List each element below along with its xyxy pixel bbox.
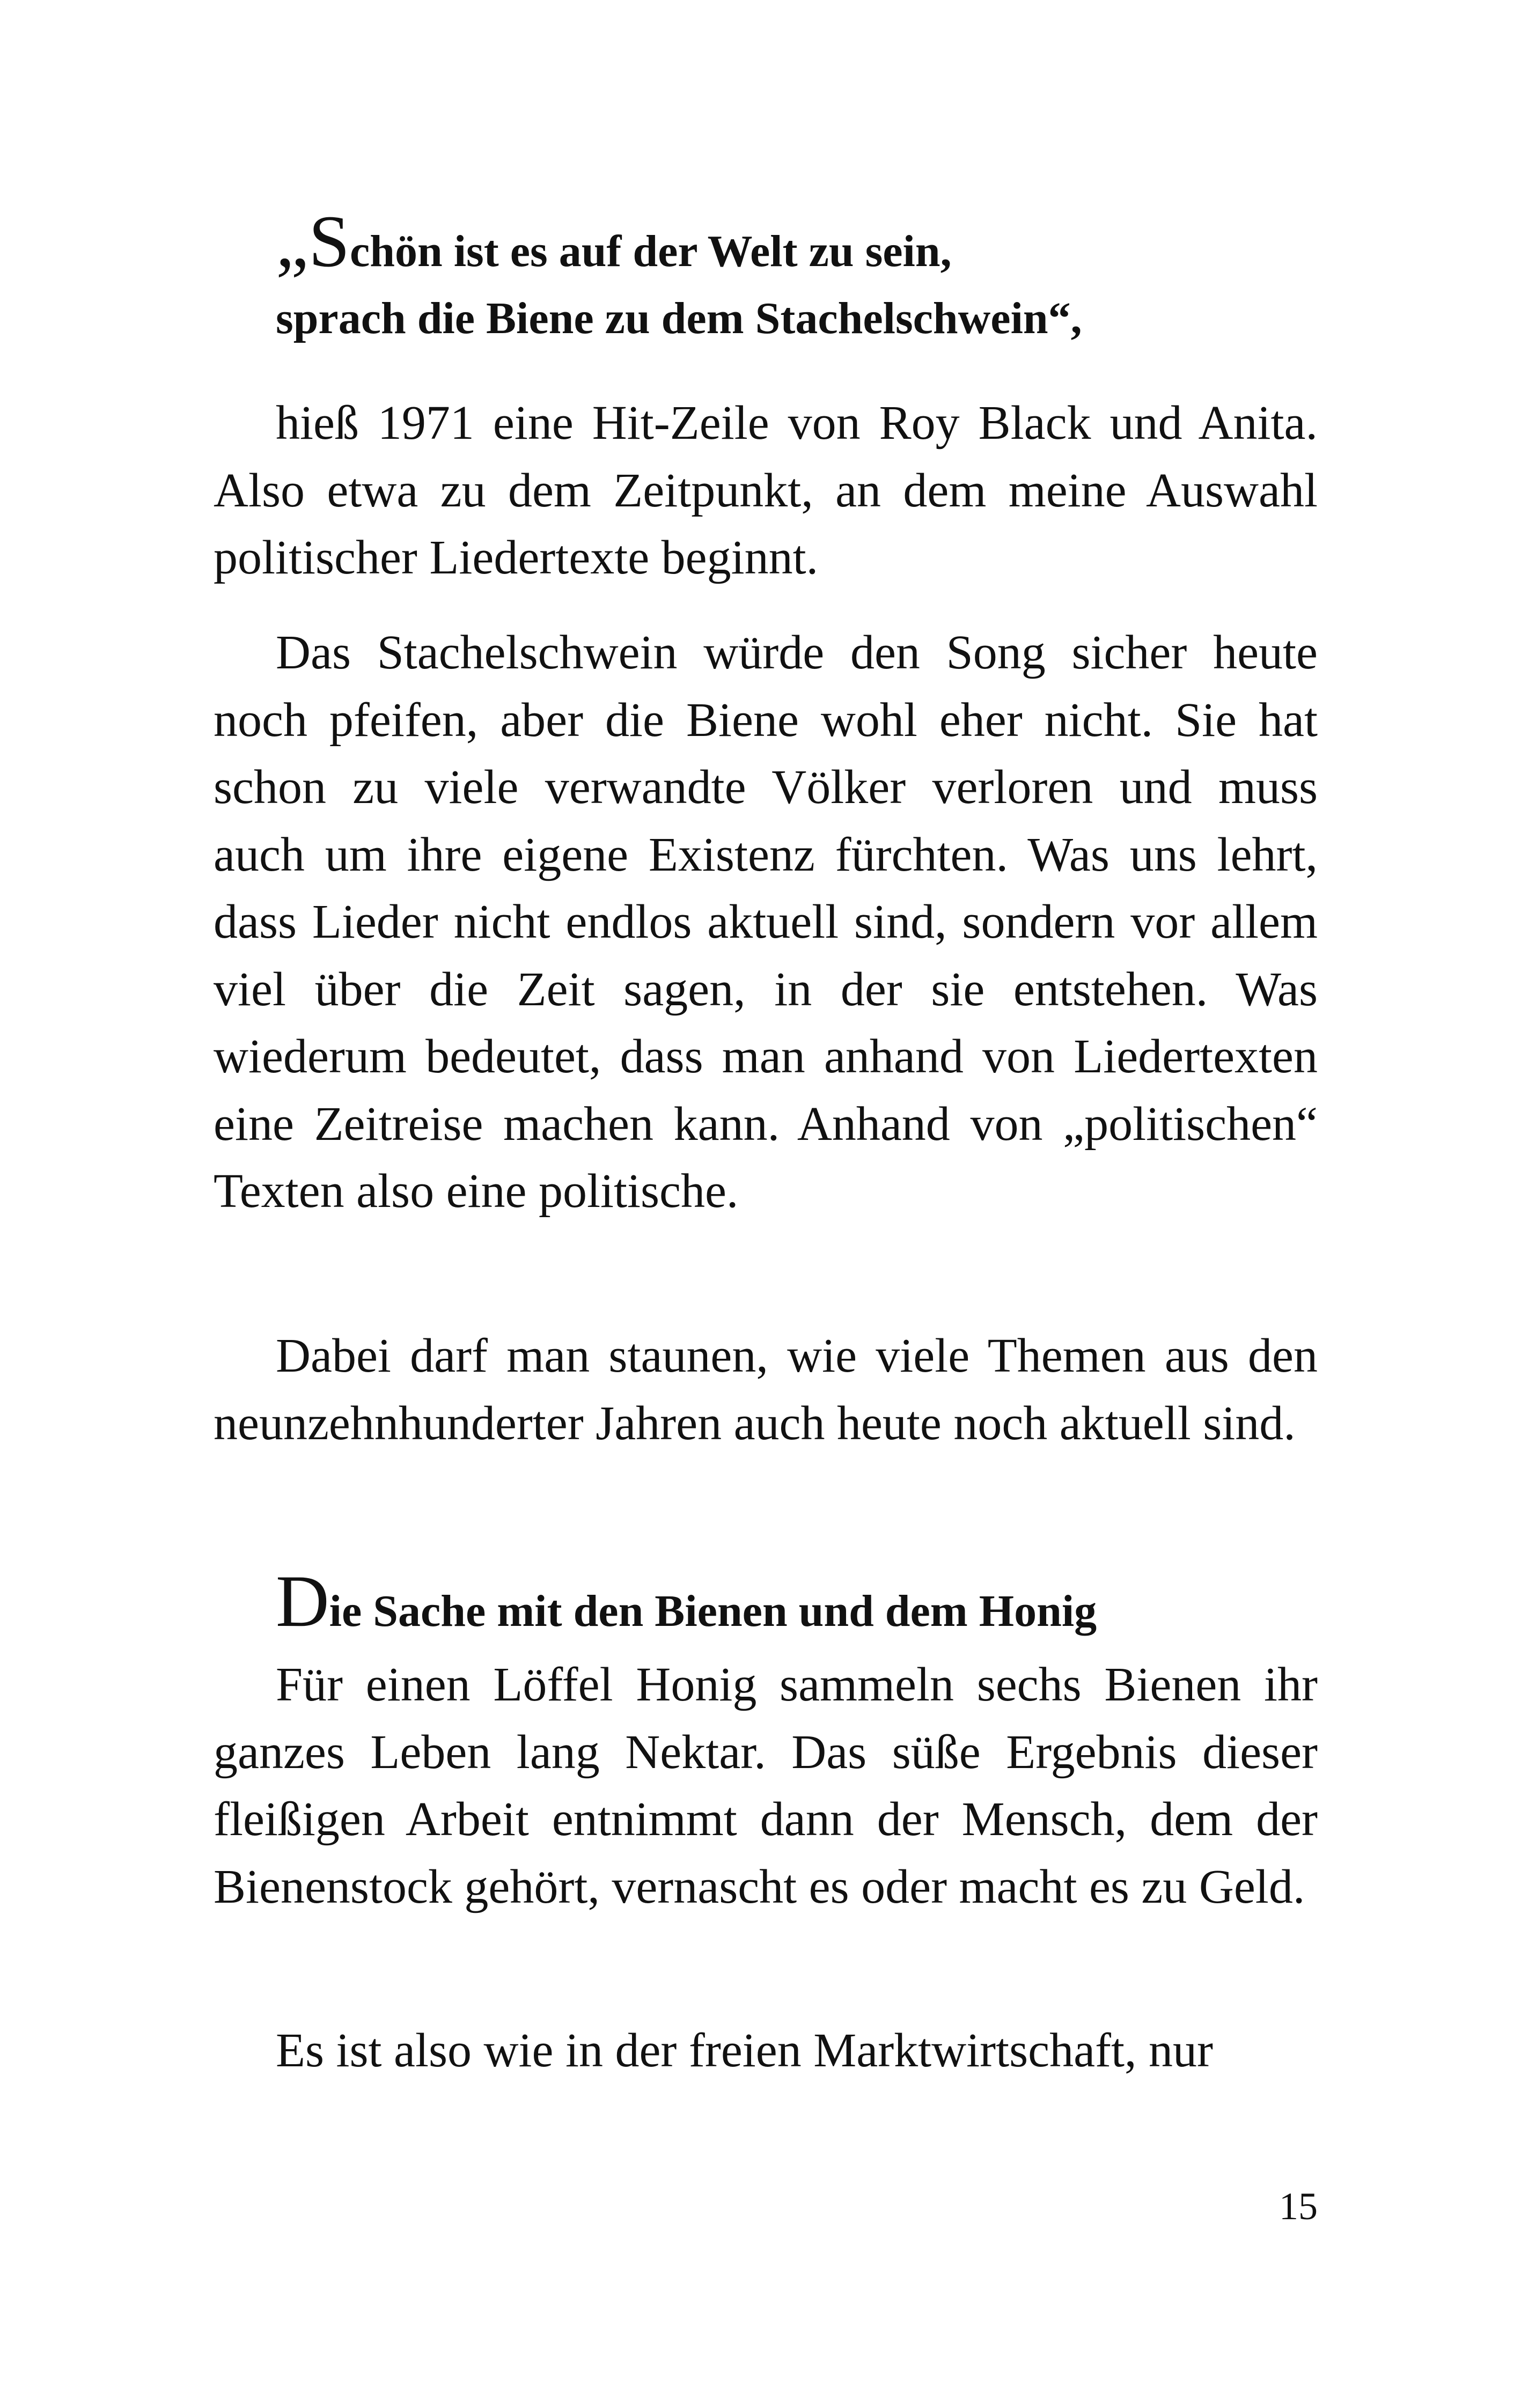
heading-dropcap: D — [276, 1560, 329, 1642]
page-number: 15 — [1279, 2185, 1318, 2228]
quote-dropcap: „S — [276, 200, 350, 282]
quote-line-1: chön ist es auf der Welt zu sein, — [350, 226, 952, 276]
paragraph-4: Für einen Löffel Honig sammeln sechs Bienen ihr ganzes Leben lang Nektar. Das süße Ergebnis dieser fleißigen Arbeit entnimmt dann der Mensch, dem der Bienenstock gehört, vernascht es oder macht es zu Geld. — [214, 1658, 1318, 1913]
epigraph-quote — [276, 200, 1380, 352]
paragraph-3: Dabei darf man staunen, wie viele Themen aus den neunzehnhunderter Jahren auch heute noch aktuell sind. — [214, 1329, 1318, 1450]
section-heading — [276, 1560, 1097, 1646]
paragraph-1: hieß 1971 eine Hit-Zeile von Roy Black und Anita. Also etwa zu dem Zeitpunkt, an dem meine Auswahl politischer Liedertexte beginnt. — [214, 396, 1318, 584]
quote-line-2: sprach die Biene zu dem Stachelschwein“, — [276, 293, 1082, 343]
paragraph-2: Das Stachelschwein würde den Song sicher heute noch pfeifen, aber die Biene wohl eher nicht. Sie hat schon zu viele verwandte Völker verloren und muss auch um ihre eigene Existenz fürchten. Was uns lehrt, dass Lieder nicht endlos aktuell sind, sondern vor allem viel über die Zeit sagen, in der sie entstehen. Was wiederum bedeutet, dass man anhand von Liedertexten eine Zeitreise machen kann. Anhand von „politischen“ Texten also eine politische. — [214, 626, 1318, 1218]
paragraph-5: Es ist also wie in der freien Marktwirtschaft, nur — [276, 2024, 1214, 2077]
heading-text: ie Sache mit den Bienen und dem Honig — [329, 1586, 1097, 1636]
